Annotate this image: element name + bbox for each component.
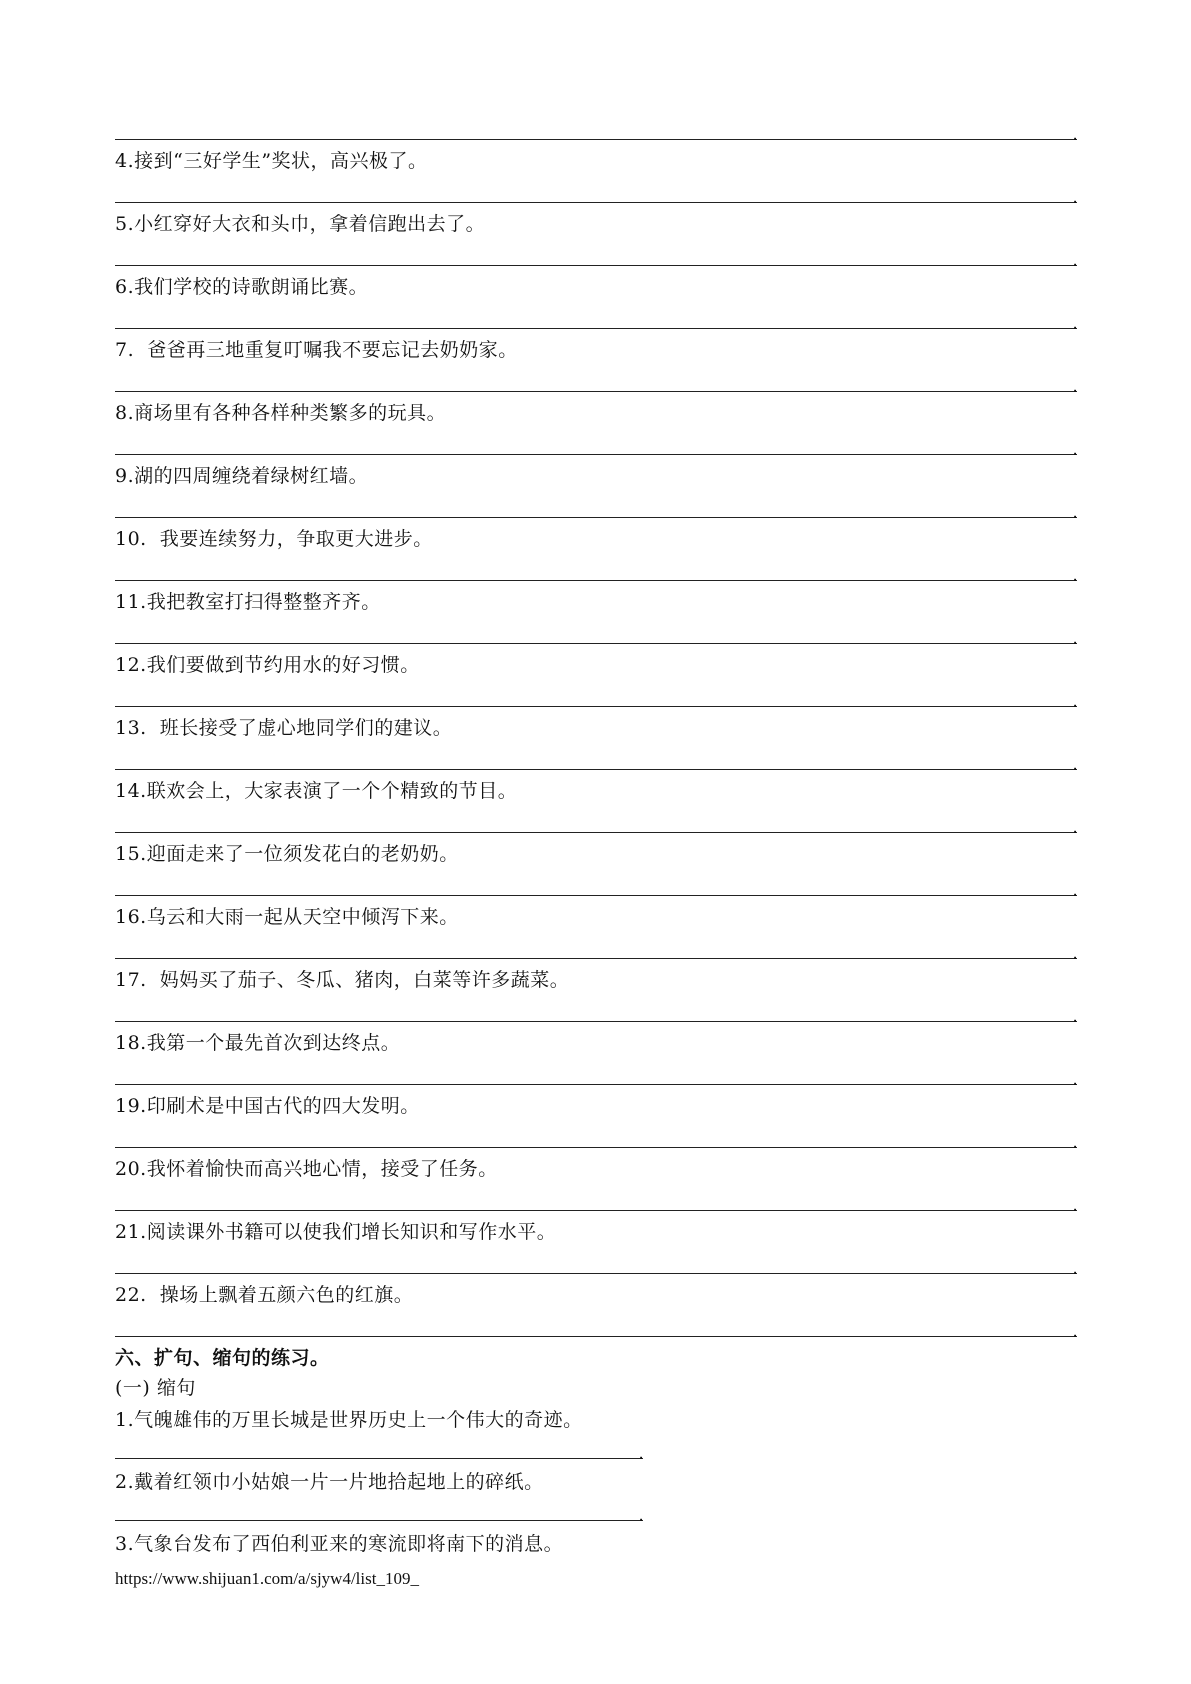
line-period: . bbox=[1072, 754, 1078, 775]
answer-line-18[interactable] bbox=[115, 1069, 1078, 1090]
condense-answer-line-2[interactable] bbox=[115, 1505, 644, 1526]
question-5: 5.小红穿好大衣和头巾，拿着信跑出去了。 bbox=[115, 213, 486, 235]
answer-line-9[interactable] bbox=[115, 502, 1078, 523]
line-period: . bbox=[1072, 1069, 1078, 1090]
line-period: . bbox=[1072, 691, 1078, 712]
question-8: 8.商场里有各种各样种类繁多的玩具。 bbox=[115, 402, 447, 424]
line-period: . bbox=[638, 1505, 644, 1526]
answer-line-16[interactable] bbox=[115, 943, 1078, 964]
question-15: 15.迎面走来了一位须发花白的老奶奶。 bbox=[115, 843, 459, 865]
question-22: 22. 操场上飘着五颜六色的红旗。 bbox=[115, 1284, 414, 1306]
line-period: . bbox=[1072, 1132, 1078, 1153]
answer-line-3[interactable] bbox=[115, 124, 1078, 145]
question-11: 11.我把教室打扫得整整齐齐。 bbox=[115, 591, 381, 613]
question-12: 12.我们要做到节约用水的好习惯。 bbox=[115, 654, 420, 676]
line-period: . bbox=[1072, 124, 1078, 145]
line-period: . bbox=[1072, 187, 1078, 208]
section-six-title: 六、扩句、缩句的练习。 bbox=[115, 1347, 330, 1369]
answer-line-4[interactable] bbox=[115, 187, 1078, 208]
answer-line-12[interactable] bbox=[115, 691, 1078, 712]
answer-line-20[interactable] bbox=[115, 1195, 1078, 1216]
line-period: . bbox=[1072, 1321, 1078, 1342]
line-period: . bbox=[1072, 943, 1078, 964]
line-period: . bbox=[1072, 1258, 1078, 1279]
condense-answer-line-1[interactable] bbox=[115, 1443, 644, 1464]
question-7: 7. 爸爸再三地重复叮嘱我不要忘记去奶奶家。 bbox=[115, 339, 518, 361]
answer-line-7[interactable] bbox=[115, 376, 1078, 397]
answer-line-19[interactable] bbox=[115, 1132, 1078, 1153]
line-period: . bbox=[1072, 817, 1078, 838]
question-14: 14.联欢会上，大家表演了一个个精致的节目。 bbox=[115, 780, 518, 802]
line-period: . bbox=[638, 1443, 644, 1464]
answer-line-21[interactable] bbox=[115, 1258, 1078, 1279]
question-6: 6.我们学校的诗歌朗诵比赛。 bbox=[115, 276, 369, 298]
footer-url[interactable]: https://www.shijuan1.com/a/sjyw4/list_109_ bbox=[115, 1569, 419, 1588]
question-9: 9.湖的四周缠绕着绿树红墙。 bbox=[115, 465, 369, 487]
answer-line-15[interactable] bbox=[115, 880, 1078, 901]
condense-question-1: 1.气魄雄伟的万里长城是世界历史上一个伟大的奇迹。 bbox=[115, 1409, 583, 1431]
condense-question-2: 2.戴着红领巾小姑娘一片一片地拾起地上的碎纸。 bbox=[115, 1471, 544, 1493]
line-period: . bbox=[1072, 250, 1078, 271]
answer-line-10[interactable] bbox=[115, 565, 1078, 586]
question-13: 13. 班长接受了虚心地同学们的建议。 bbox=[115, 717, 453, 739]
line-period: . bbox=[1072, 502, 1078, 523]
question-17: 17. 妈妈买了茄子、冬瓜、猪肉，白菜等许多蔬菜。 bbox=[115, 969, 570, 991]
line-period: . bbox=[1072, 565, 1078, 586]
answer-line-8[interactable] bbox=[115, 439, 1078, 460]
condense-question-3: 3.气象台发布了西伯利亚来的寒流即将南下的消息。 bbox=[115, 1533, 564, 1555]
line-period: . bbox=[1072, 628, 1078, 649]
line-period: . bbox=[1072, 439, 1078, 460]
answer-line-11[interactable] bbox=[115, 628, 1078, 649]
line-period: . bbox=[1072, 313, 1078, 334]
question-16: 16.乌云和大雨一起从天空中倾泻下来。 bbox=[115, 906, 459, 928]
line-period: . bbox=[1072, 880, 1078, 901]
answer-line-13[interactable] bbox=[115, 754, 1078, 775]
answer-line-6[interactable] bbox=[115, 313, 1078, 334]
question-10: 10. 我要连续努力，争取更大进步。 bbox=[115, 528, 433, 550]
answer-line-22[interactable] bbox=[115, 1321, 1078, 1342]
question-4: 4.接到“三好学生”奖状，高兴极了。 bbox=[115, 150, 428, 172]
answer-line-17[interactable] bbox=[115, 1006, 1078, 1027]
question-18: 18.我第一个最先首次到达终点。 bbox=[115, 1032, 401, 1054]
question-21: 21.阅读课外书籍可以使我们增长知识和写作水平。 bbox=[115, 1221, 557, 1243]
line-period: . bbox=[1072, 1195, 1078, 1216]
question-19: 19.印刷术是中国古代的四大发明。 bbox=[115, 1095, 420, 1117]
line-period: . bbox=[1072, 1006, 1078, 1027]
answer-line-5[interactable] bbox=[115, 250, 1078, 271]
line-period: . bbox=[1072, 376, 1078, 397]
answer-line-14[interactable] bbox=[115, 817, 1078, 838]
subsection-condense-title: (一) 缩句 bbox=[115, 1377, 196, 1399]
question-20: 20.我怀着愉快而高兴地心情，接受了任务。 bbox=[115, 1158, 498, 1180]
